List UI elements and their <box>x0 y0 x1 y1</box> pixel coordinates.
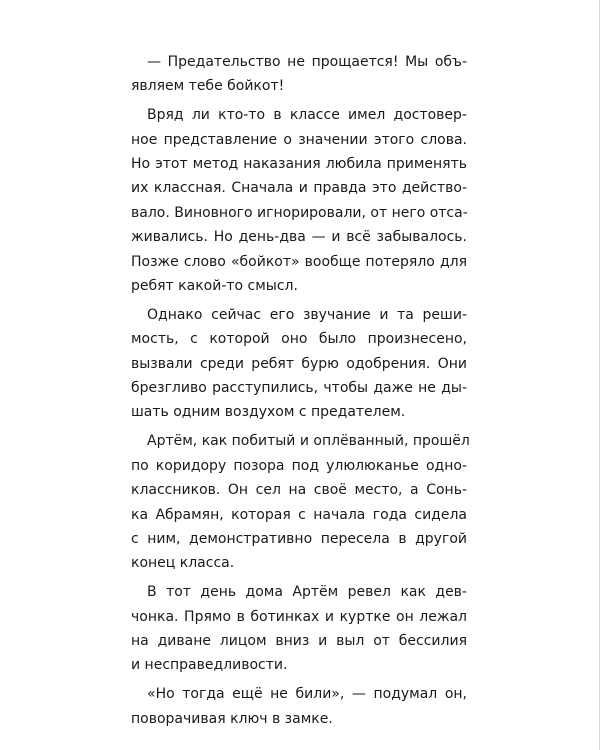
paragraph <box>131 50 467 99</box>
text-line: ка Абрамян, которая с начала года сидела <box>131 506 467 523</box>
paragraph <box>131 580 467 678</box>
text-line: и несправедливости. <box>131 657 288 674</box>
text-line: являем тебе бойкот! <box>131 78 285 95</box>
text-line: мость, с которой оно было произнесено, <box>131 331 467 348</box>
text-line: «Но тогда ещё не били», — подумал он, <box>147 686 467 703</box>
text-line: поворачивая ключ в замке. <box>131 710 333 727</box>
text-line: Но этот метод наказания любила применять <box>131 156 467 173</box>
text-line: живались. Но день-два — и всё забывалось. <box>131 229 467 246</box>
paragraph <box>131 682 467 731</box>
text-line: Однако сейчас его звучание и та реши- <box>147 306 467 323</box>
text-line: ное представление о значении этого слова. <box>131 131 467 148</box>
text-line: классников. Он сел на своё место, а Сонь- <box>131 482 467 499</box>
text-line: с ним, демонстративно пересела в другой <box>131 530 467 547</box>
paragraph <box>131 429 470 575</box>
text-line: Вряд ли кто-то в классе имел достовер- <box>147 107 467 124</box>
text-line: Позже слово «бойкот» вообще потеряло для <box>131 253 467 270</box>
text-line: на диване лицом вниз и выл от бессилия <box>131 632 467 649</box>
text-line: шать одним воздухом с предателем. <box>131 404 406 421</box>
paragraph <box>131 103 467 298</box>
paragraph <box>131 303 467 425</box>
text-line: брезгливо расступились, чтобы даже не ды- <box>131 380 467 397</box>
text-line: В тот день дома Артём ревел как дев- <box>147 584 467 601</box>
text-line: ребят какой-то смысл. <box>131 278 298 295</box>
text-line: по коридору позора под улюлюканье одно- <box>131 457 467 474</box>
text-line: вызвали среди ребят бурю одобрения. Они <box>131 355 467 372</box>
text-line: их классная. Сначала и правда это действо- <box>131 180 467 197</box>
text-line: конец класса. <box>131 555 235 572</box>
text-line: вало. Виновного игнорировали, от него отса- <box>131 204 468 221</box>
body-text <box>131 50 470 736</box>
text-line: чонка. Прямо в ботинках и куртке он лежал <box>131 608 467 625</box>
text-line: — Предательство не прощается! Мы объ- <box>147 54 467 70</box>
text-line: Артём, как побитый и оплёванный, прошёл <box>147 433 470 450</box>
